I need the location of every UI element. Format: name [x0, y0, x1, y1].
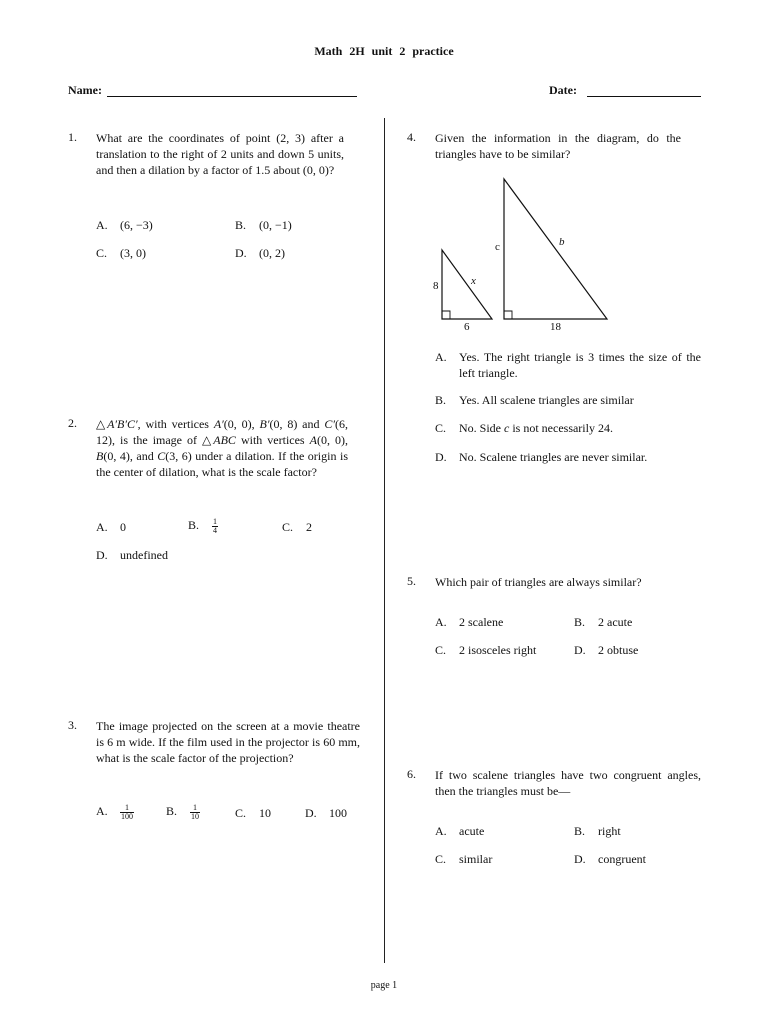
small-vertical-leg-label: 8 [433, 280, 439, 292]
large-vertical-leg-label: c [495, 241, 500, 253]
question-4-number: 4. [407, 130, 416, 144]
name-label: Name: [68, 83, 102, 97]
question-1-number: 1. [68, 130, 77, 144]
small-base-leg-label: 6 [464, 321, 470, 333]
question-4-text: Given the information in the diagram, do the triangles have to be similar? [435, 131, 681, 161]
question-1-choice-c[interactable]: C. (3, 0) [96, 246, 146, 260]
question-3-text: The image projected on the screen at a movie theatre is 6 m wide. If the film used in the projector is 60 mm, what is the scale factor of the projection? [96, 719, 360, 765]
question-6-number: 6. [407, 767, 416, 781]
question-5-choice-d[interactable]: D. 2 obtuse [574, 643, 639, 657]
question-3-choice-c[interactable]: C. 10 [235, 806, 271, 820]
small-hypotenuse-label: x [471, 275, 476, 287]
question-2-choice-c[interactable]: C. 2 [282, 520, 312, 534]
question-2-choice-d[interactable]: D. undefined [96, 548, 168, 562]
question-4-choice-c[interactable]: C. No. Side c is not necessarily 24. [435, 421, 613, 435]
question-1-choice-d[interactable]: D. (0, 2) [235, 246, 285, 260]
question-4-choice-d[interactable]: D. No. Scalene triangles are never similar. [435, 450, 648, 464]
question-3-choice-a[interactable]: A. $\frac{1}{100}$ [96, 803, 133, 821]
small-right-triangle [442, 250, 492, 319]
question-4-choice-b[interactable]: B. Yes. All scalene triangles are similar [435, 393, 634, 407]
question-6-choice-d[interactable]: D. congruent [574, 852, 646, 866]
question-4-choice-a[interactable]: A. Yes. The right triangle is 3 times the size of the left triangle. [435, 350, 701, 380]
question-5-choice-a[interactable]: A. 2 scalene [435, 615, 504, 629]
question-3-choice-d[interactable]: D. 100 [305, 806, 347, 820]
question-6-choice-a[interactable]: A. acute [435, 824, 485, 838]
question-6-choice-b[interactable]: B. right [574, 824, 621, 838]
large-hypotenuse-label: b [559, 236, 565, 248]
question-5-number: 5. [407, 574, 416, 588]
fraction-one-tenth: $\frac{1}{10}$ [191, 803, 199, 821]
question-3-number: 3. [68, 718, 77, 732]
page-number: page 1 [370, 980, 398, 991]
large-base-leg-label: 18 [550, 321, 561, 333]
question-2-text: △A′B′C′, with vertices A′(0, 0), B′(0, 8) and C′(6, 12), is the image of △ABC with vertices A(0, 0), B(0, 4), and C(3, 6) under a dilation. If the origin is the center of dilation, what is the scale factor? [96, 417, 348, 479]
question-5-text: Which pair of triangles are always similar? [435, 575, 642, 589]
question-6-text: If two scalene triangles have two congruent angles, then the triangles must be— [435, 768, 701, 798]
question-1-text: What are the coordinates of point (2, 3) after a translation to the right of 2 units and down 5 units, and then a dilation by a factor of 1.5 about (0, 0)? [96, 131, 344, 177]
question-5-choice-c[interactable]: C. 2 isosceles right [435, 643, 537, 657]
date-label: Date: [549, 83, 577, 97]
page-title: Math 2H unit 2 practice [314, 44, 454, 58]
question-6-choice-c[interactable]: C. similar [435, 852, 493, 866]
fraction-one-fourth: $\frac{1}{4}$ [213, 517, 217, 535]
large-right-triangle [504, 179, 607, 319]
fraction-one-hundredth: $\frac{1}{100}$ [121, 803, 133, 821]
small-right-angle-mark [442, 311, 450, 319]
question-3-choice-b[interactable]: B. $\frac{1}{10}$ [166, 803, 199, 821]
question-5-choice-b[interactable]: B. 2 acute [574, 615, 633, 629]
question-1-choice-b[interactable]: B. (0, −1) [235, 218, 292, 232]
question-2-choice-a[interactable]: A. 0 [96, 520, 126, 534]
large-right-angle-mark [504, 311, 512, 319]
question-2-choice-b[interactable]: B. $\frac{1}{4}$ [188, 517, 217, 535]
question-1-choice-a[interactable]: A. (6, −3) [96, 218, 153, 232]
question-2-number: 2. [68, 416, 77, 430]
